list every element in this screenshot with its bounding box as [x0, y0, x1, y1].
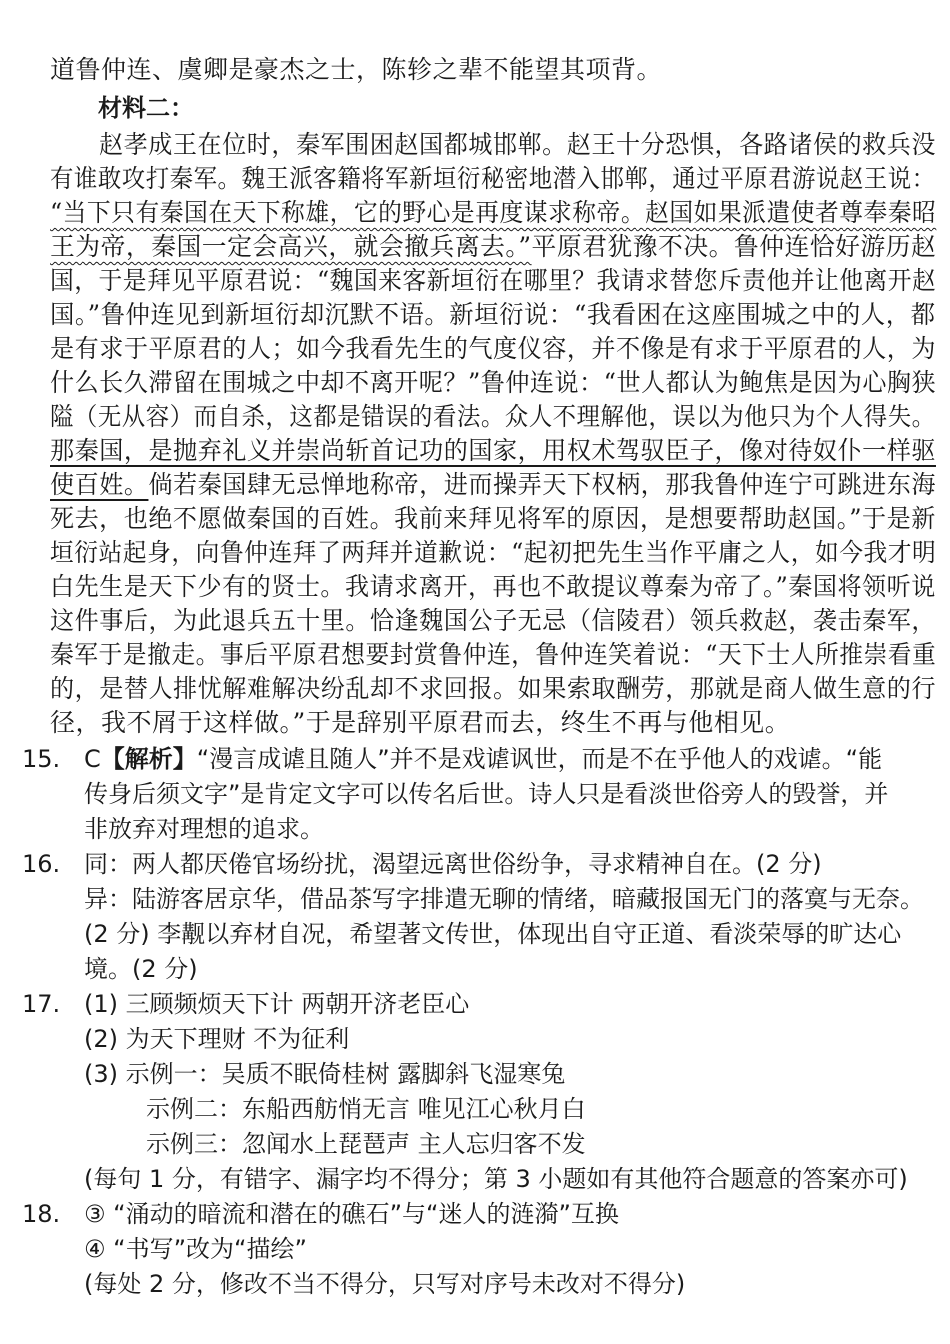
- question-17: 17. (1) 三顾频烦天下计 两朝开济老臣心: [22, 986, 469, 1022]
- scoring-note: (每处 2 分，修改不当不得分，只写对序号未改对不得分): [84, 1270, 686, 1298]
- answer-item: (2) 为天下理财 不为征利: [84, 1025, 350, 1053]
- text-line: 什么长久滞留在围城之中却不离开呢？”鲁仲连说：“世人都认为鲍焦是因为心胸狭: [50, 368, 937, 397]
- text-line: 是有求于平原君的人；如今我看先生的气度仪容，并不像是有求于平原君的人，为: [50, 334, 936, 363]
- text-line: 境。(2 分): [84, 955, 198, 983]
- scoring-note: (每句 1 分，有错字、漏字均不得分；第 3 小题如有其他符合题意的答案亦可): [84, 1165, 908, 1193]
- text-line: 使百姓。倘若秦国肆无忌惮地称帝，进而操弄天下权柄，那我鲁仲连宁可跳进东海: [50, 470, 936, 499]
- text-line: [50, 195, 936, 231]
- text-line: 这件事后，为此退兵五十里。恰逢魏国公子无忌（信陵君）领兵救赵，袭击秦军，: [50, 606, 936, 635]
- text-line: 异：陆游客居京华，借品茶写字排遣无聊的情绪，暗藏报国无门的落寞与无奈。: [84, 885, 924, 913]
- text-line: 死去，也绝不愿做秦国的百姓。我前来拜见将军的原因，是想要帮助赵国。”于是新: [50, 504, 936, 533]
- question-16: 16. 同：两人都厌倦官场纷扰，渴望远离世俗纷争，寻求精神自在。(2 分): [22, 846, 822, 882]
- text-line: 非放弃对理想的追求。: [84, 815, 324, 843]
- question-18: 18. ③ “涌动的暗流和潜在的礁石”与“迷人的涟漪”互换: [22, 1196, 619, 1232]
- text-line: 国。”鲁仲连见到新垣衍却沉默不语。新垣衍说：“我看困在这座围城之中的人，都: [50, 300, 936, 329]
- question-number: 16.: [22, 850, 61, 878]
- text-line: 白先生是天下少有的贤士。我请求离开，再也不敢提议尊秦为帝了。”秦国将领听说: [50, 572, 936, 601]
- answer-choice: C: [84, 745, 101, 773]
- text-line: 秦军于是撤走。事后平原君想要封赏鲁仲连，鲁仲连笑着说：“天下士人所推崇看重: [50, 640, 937, 669]
- text-line: 的，是替人排忧解难解决纷乱却不求回报。如果索取酬劳，那就是商人做生意的行: [50, 674, 936, 703]
- question-number: 15.: [22, 745, 61, 773]
- question-15: [22, 741, 882, 777]
- text-line: 赵孝成王在位时，秦军围困赵国都城邯郸。赵王十分恐惧，各路诸侯的救兵没: [99, 130, 937, 159]
- answer-item: (3) 示例一：吴质不眠倚桂树 露脚斜飞湿寒兔: [84, 1060, 566, 1088]
- text-line: 垣衍站起身，向鲁仲连拜了两拜并道歉说：“起初把先生当作平庸之人，如今我才明: [50, 538, 937, 567]
- text-line: 传身后须文字”是肯定文字可以传名后世。诗人只是看淡世俗旁人的毁誉，并: [84, 780, 889, 808]
- analysis-text: “漫言成谑且随人”并不是戏谑讽世，而是不在乎他人的戏谑。“能: [196, 745, 883, 773]
- text-line: [50, 433, 936, 469]
- text-line: 国，于是拜见平原君说：“魏国来客新垣衍在哪里？我请求替您斥责他并让他离开赵: [50, 266, 937, 295]
- text-line: 王为帝，秦国一定会高兴，就会撤兵离去。”平原君犹豫不决。鲁仲连恰好游历赵: [50, 232, 937, 261]
- wavy-underlined-text: 王为帝，秦国一定会高兴，就会撤兵离去。”: [50, 232, 532, 261]
- underlined-text: 那秦国，是抛弃礼义并崇尚斩首记功的国家，用权术驾驭臣子，像对待奴仆一样驱: [50, 436, 936, 465]
- text-line: 径，我不屑于这样做。”于是辞别平原君而去，终生不再与他相见。: [50, 708, 791, 737]
- underlined-text: 使百姓。: [50, 470, 149, 499]
- text-line: 有谁敢攻打秦军。魏王派客籍将军新垣衍秘密地潜入邯郸，通过平原君游说赵王说：: [50, 164, 936, 193]
- wavy-underlined-text: “当下只有秦国在天下称雄，它的野心是再度谋求称帝。赵国如果派遣使者尊奉秦昭: [50, 198, 937, 227]
- answer-item: 示例二：东船西舫悄无言 唯见江心秋月白: [146, 1095, 586, 1123]
- answer-item: 示例三：忽闻水上琵琶声 主人忘归客不发: [146, 1130, 586, 1158]
- text-line: 道鲁仲连、虞卿是豪杰之士，陈轸之辈不能望其项背。: [50, 55, 663, 84]
- analysis-tag: 【解析】: [100, 745, 197, 773]
- section-heading: 材料二：: [98, 94, 194, 122]
- question-number: 18.: [22, 1200, 61, 1228]
- text-line: 隘（无从容）而自杀，这都是错误的看法。众人不理解他，误以为他只为个人得失。: [50, 402, 936, 431]
- answer-item: ④ “书写”改为“描绘”: [84, 1235, 307, 1263]
- question-number: 17.: [22, 990, 61, 1018]
- text-line: (2 分) 李觏以弃材自况，希望著文传世，体现出自守正道、看淡荣辱的旷达心: [84, 920, 902, 948]
